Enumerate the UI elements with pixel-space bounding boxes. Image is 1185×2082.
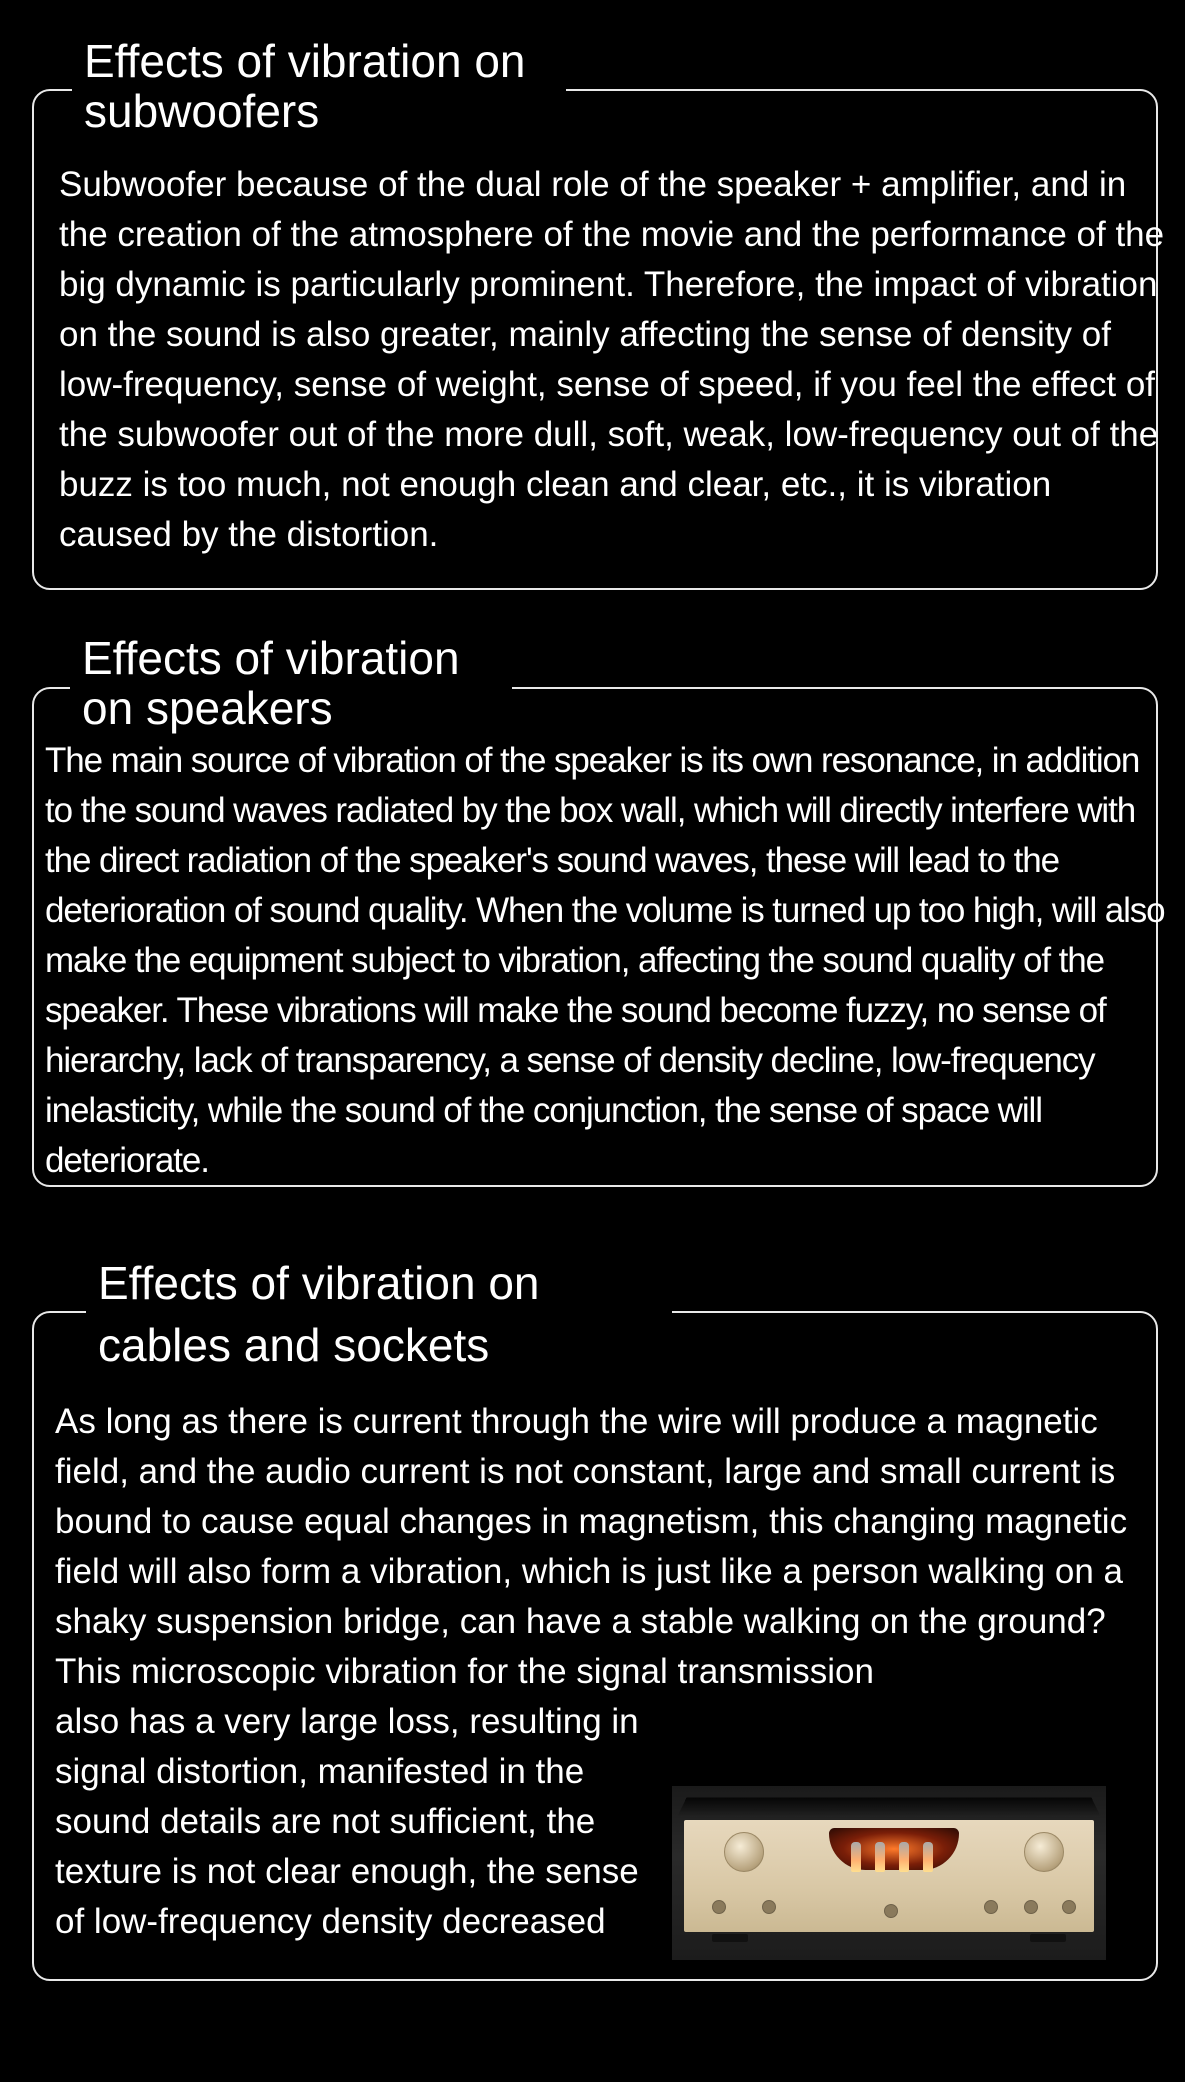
headphone-jack — [1062, 1900, 1076, 1914]
amplifier-front-panel — [684, 1820, 1094, 1932]
volume-knob — [1024, 1832, 1064, 1872]
vacuum-tube — [875, 1842, 885, 1872]
vacuum-tube — [899, 1842, 909, 1872]
section-body-cables-continued: also has a very large loss, resulting in signal distortion, manifested in the sound details are not sufficient, the texture is not clear enough, the sense of low-frequency density decreased — [55, 1702, 639, 1941]
tone-knob — [1024, 1900, 1038, 1914]
tube-window — [829, 1828, 959, 1870]
section-body-speakers: The main source of vibration of the speaker is its own resonance, in addition to the sound waves radiated by the box wall, which will directly interfere with the direct radiation of the speaker's sound waves, these will lead to the deterioration of sound quality. When the volume is turned up too high, will also make the equipment subject to vibration, affecting the sound quality of the speaker. These vibrations will make the sound become fuzzy, no sense of hierarchy, lack of transparency, a sense of density decline, low-frequency inelasticity, while the sound of the conjunction, the sense of space will deteriorate. — [45, 741, 1165, 1180]
vacuum-tube — [851, 1842, 861, 1872]
section-title-speakers: Effects of vibration on speakers — [70, 633, 512, 733]
tube-amplifier-image — [672, 1786, 1106, 1960]
vacuum-tube — [923, 1842, 933, 1872]
input-knob — [724, 1832, 764, 1872]
section-body-cables: As long as there is current through the wire will produce a magnetic field, and the audio current is not constant, large and small current is bound to cause equal changes in magnetism, this changing magnetic field will also form a vibration, which is just like a person walking on a shaky suspension bridge, can have a stable walking on the ground? This microscopic vibration for the signal transmission — [55, 1402, 1128, 1691]
section-body-subwoofers: Subwoofer because of the dual role of the speaker + amplifier, and in the creation of the atmosphere of the movie and the performance of the big dynamic is particularly prominent. Therefore, the impact of vibration on the sound is also greater, mainly affecting the sense of density of low-frequency, sense of weight, sense of speed, if you feel the effect of the subwoofer out of the more dull, soft, weak, low-frequency out of the buzz is too much, not enough clean and clear, etc., it is vibration caused by the distortion. — [59, 165, 1165, 554]
amplifier-lid — [677, 1797, 1101, 1817]
balance-knob — [984, 1900, 998, 1914]
power-button — [712, 1900, 726, 1914]
indicator-light — [884, 1904, 898, 1918]
amplifier-foot — [712, 1934, 748, 1942]
amplifier-foot — [1030, 1934, 1066, 1942]
section-title-subwoofers: Effects of vibration on subwoofers — [72, 36, 566, 136]
section-title-cables: Effects of vibration on cables and sockets — [86, 1252, 672, 1376]
selector-button — [762, 1900, 776, 1914]
